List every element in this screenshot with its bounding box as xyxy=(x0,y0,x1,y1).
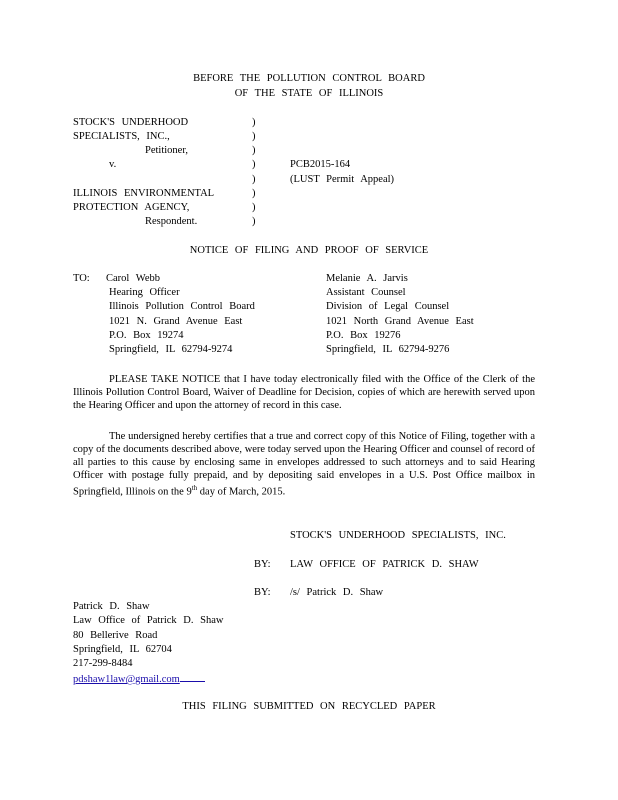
electronic-signature: /s/ Patrick D. Shaw xyxy=(290,587,384,598)
caption-paren: ) xyxy=(252,145,256,156)
contact-firm: Law Office of Patrick D. Shaw xyxy=(73,615,224,626)
signature-company: STOCK'S UNDERHOOD SPECIALISTS, INC. xyxy=(290,530,506,541)
contact-email-link[interactable] xyxy=(73,672,205,685)
notice-title: NOTICE OF FILING AND PROOF OF SERVICE xyxy=(189,245,429,256)
certification-date: day of March, 2015. xyxy=(197,486,286,498)
caption-paren: ) xyxy=(252,216,256,227)
contact-phone: 217-299-8484 xyxy=(73,658,133,669)
recipient-left-pobox: P.O. Box 19274 xyxy=(109,330,184,341)
petitioner-name-line-1: STOCK'S UNDERHOOD xyxy=(73,117,189,128)
petitioner-name-line-2: SPECIALISTS, INC., xyxy=(73,131,170,142)
heading-line-1: BEFORE THE POLLUTION CONTROL BOARD xyxy=(193,73,425,84)
contact-street: 80 Bellerive Road xyxy=(73,630,158,641)
certification-text: The undersigned hereby certifies that a true and correct copy of this Notice of Filing, together with a copy of the documents described above, were today served upon the Hearing Officer and counsel of record of all parties to this cause by enclosing same in envelopes addressed to such attorneys and to said Hearing Officer with postage fully prepaid, and by depositing said envelopes in a U.S. Post Office mailbox in Springfield, Illinois on the 9 xyxy=(73,431,535,498)
notice-paragraph: PLEASE TAKE NOTICE that I have today electronically filed with the Office of the Clerk of the Illinois Pollution Control Board, Waiver of Deadline for Decision, copies of which are herewith served upon the Hearing Officer and upon the attorney of record in this case. xyxy=(73,374,535,411)
recipient-left-name: Carol Webb xyxy=(106,273,160,284)
recipient-right-org: Division of Legal Counsel xyxy=(326,301,450,312)
recipient-left-title: Hearing Officer xyxy=(109,287,180,298)
recycled-paper-footer: THIS FILING SUBMITTED ON RECYCLED PAPER xyxy=(182,701,436,712)
caption-paren: ) xyxy=(252,117,256,128)
recipient-left-org: Illinois Pollution Control Board xyxy=(109,301,255,312)
caption-paren: ) xyxy=(252,202,256,213)
recipient-right-pobox: P.O. Box 19276 xyxy=(326,330,401,341)
contact-email[interactable]: pdshaw1law@gmail.com xyxy=(73,674,180,685)
contact-city: Springfield, IL 62704 xyxy=(73,644,172,655)
recipient-right-city: Springfield, IL 62794-9276 xyxy=(326,344,450,355)
caption-paren: ) xyxy=(252,159,256,170)
by-label: BY: xyxy=(254,587,271,598)
respondent-name-line-2: PROTECTION AGENCY, xyxy=(73,202,190,213)
signature-law-office: LAW OFFICE OF PATRICK D. SHAW xyxy=(290,559,479,570)
recipient-right-title: Assistant Counsel xyxy=(326,287,406,298)
petitioner-role: Petitioner, xyxy=(145,145,189,156)
to-label: TO: xyxy=(73,273,90,284)
contact-name: Patrick D. Shaw xyxy=(73,601,150,612)
versus-label: v. xyxy=(109,159,117,170)
caption-paren: ) xyxy=(252,174,256,185)
certification-paragraph xyxy=(73,430,535,499)
recipient-left-city: Springfield, IL 62794-9274 xyxy=(109,344,233,355)
email-underline-extension xyxy=(180,672,205,682)
caption-paren: ) xyxy=(252,188,256,199)
respondent-name-line-1: ILLINOIS ENVIRONMENTAL xyxy=(73,188,215,199)
caption-paren: ) xyxy=(252,131,256,142)
recipient-right-name: Melanie A. Jarvis xyxy=(326,273,408,284)
recipient-right-street: 1021 North Grand Avenue East xyxy=(326,316,474,327)
by-label: BY: xyxy=(254,559,271,570)
case-number: PCB2015-164 xyxy=(290,159,351,170)
date-ordinal-suffix: th xyxy=(191,484,198,492)
recipient-left-street: 1021 N. Grand Avenue East xyxy=(109,316,243,327)
case-type: (LUST Permit Appeal) xyxy=(290,174,395,185)
heading-line-2: OF THE STATE OF ILLINOIS xyxy=(234,88,384,99)
respondent-role: Respondent. xyxy=(145,216,198,227)
